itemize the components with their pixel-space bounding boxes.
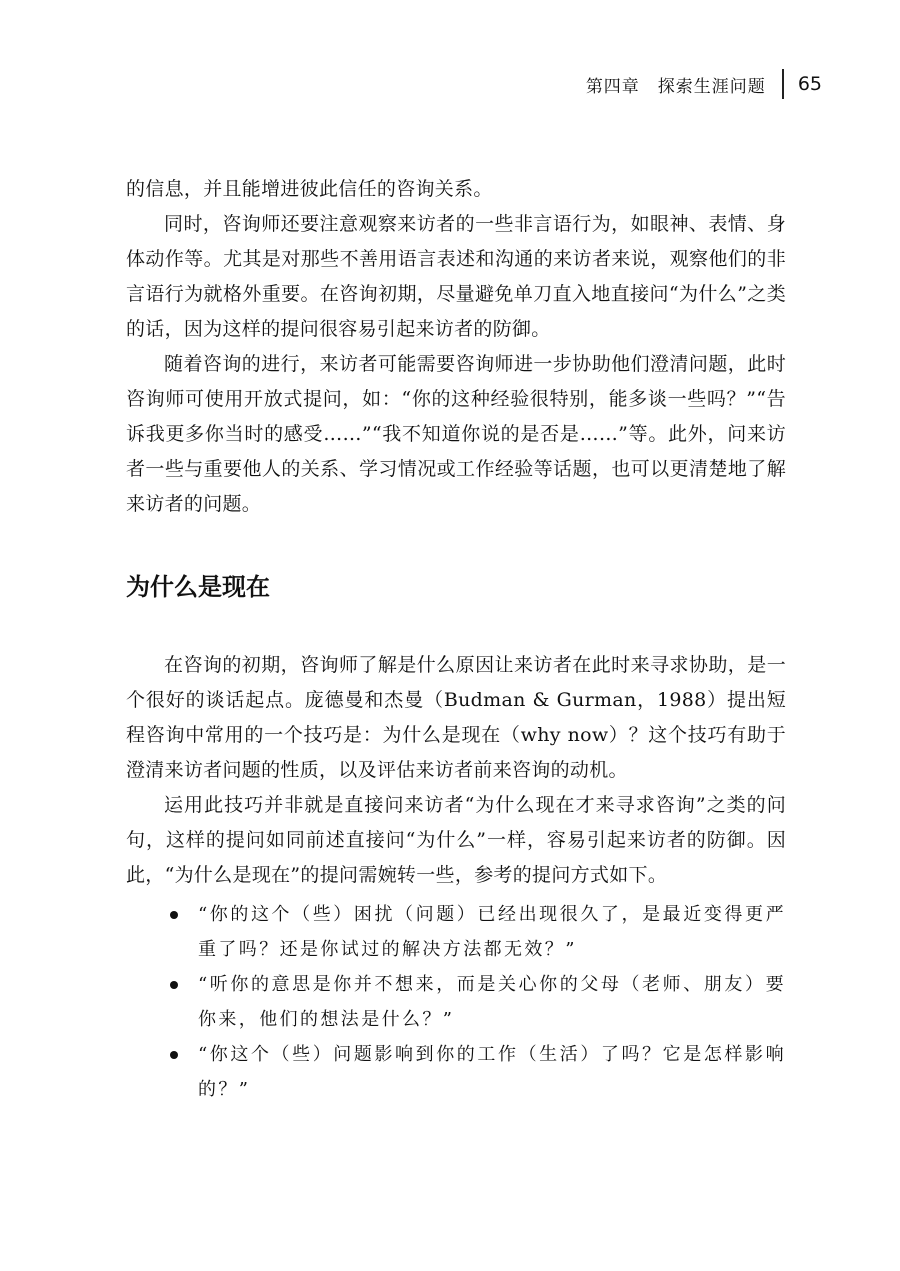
paragraph-open-questions: 随着咨询的进行，来访者可能需要咨询师进一步协助他们澄清问题，此时咨询师可使用开放式提问，如：“你的这种经验很特别，能多谈一些吗？”“告诉我更多你当时的感受……”“我不知道你说的是否是……”等。此外，问来访者一些与重要他人的关系、学习情况或工作经验等话题，也可以更清楚地了解来访者的问题。 bbox=[126, 353, 786, 515]
section-heading: 为什么是现在 bbox=[126, 573, 270, 601]
list-item-text: “你这个（些）问题影响到你的工作（生活）了吗？它是怎样影响的？” bbox=[198, 1044, 786, 1100]
page-body bbox=[126, 172, 786, 1107]
paragraph-nonverbal: 同时，咨询师还要注意观察来访者的一些非言语行为，如眼神、表情、身体动作等。尤其是对那些不善用语言表述和沟通的来访者来说，观察他们的非言语行为就格外重要。在咨询初期，尽量避免单刀直入地直接问“为什么”之类的话，因为这样的提问很容易引起来访者的防御。 bbox=[126, 213, 786, 340]
list-item bbox=[126, 1037, 786, 1107]
running-header bbox=[586, 68, 822, 100]
paragraph-continued: 的信息，并且能增进彼此信任的咨询关系。 bbox=[126, 178, 493, 200]
header-divider bbox=[782, 69, 784, 99]
page-number: 65 bbox=[797, 73, 822, 95]
list-item-text: “你的这个（些）困扰（问题）已经出现很久了，是最近变得更严重了吗？还是你试过的解决方法都无效？” bbox=[198, 904, 786, 960]
chapter-title: 第四章 探索生涯问题 bbox=[585, 76, 766, 97]
list-item bbox=[126, 967, 786, 1037]
paragraph-why-now-intro: 在咨询的初期，咨询师了解是什么原因让来访者在此时来寻求协助，是一个很好的谈话起点。庞德曼和杰曼（Budman & Gurman，1988）提出短程咨询中常用的一个技巧是：为什么是现在（why now）？这个技巧有助于澄清来访者问题的性质，以及评估来访者前来咨询的动机。 bbox=[126, 654, 786, 781]
example-questions-list bbox=[126, 897, 786, 1107]
paragraph-why-now-usage: 运用此技巧并非就是直接问来访者“为什么现在才来寻求咨询”之类的问句，这样的提问如同前述直接问“为什么”一样，容易引起来访者的防御。因此，“为什么是现在”的提问需婉转一些，参考的提问方式如下。 bbox=[126, 794, 786, 886]
list-item-text: “听你的意思是你并不想来，而是关心你的父母（老师、朋友）要你来，他们的想法是什么？” bbox=[198, 974, 786, 1030]
bullet-icon bbox=[170, 981, 178, 989]
list-item bbox=[126, 897, 786, 967]
bullet-icon bbox=[170, 1051, 178, 1059]
bullet-icon bbox=[170, 911, 178, 919]
